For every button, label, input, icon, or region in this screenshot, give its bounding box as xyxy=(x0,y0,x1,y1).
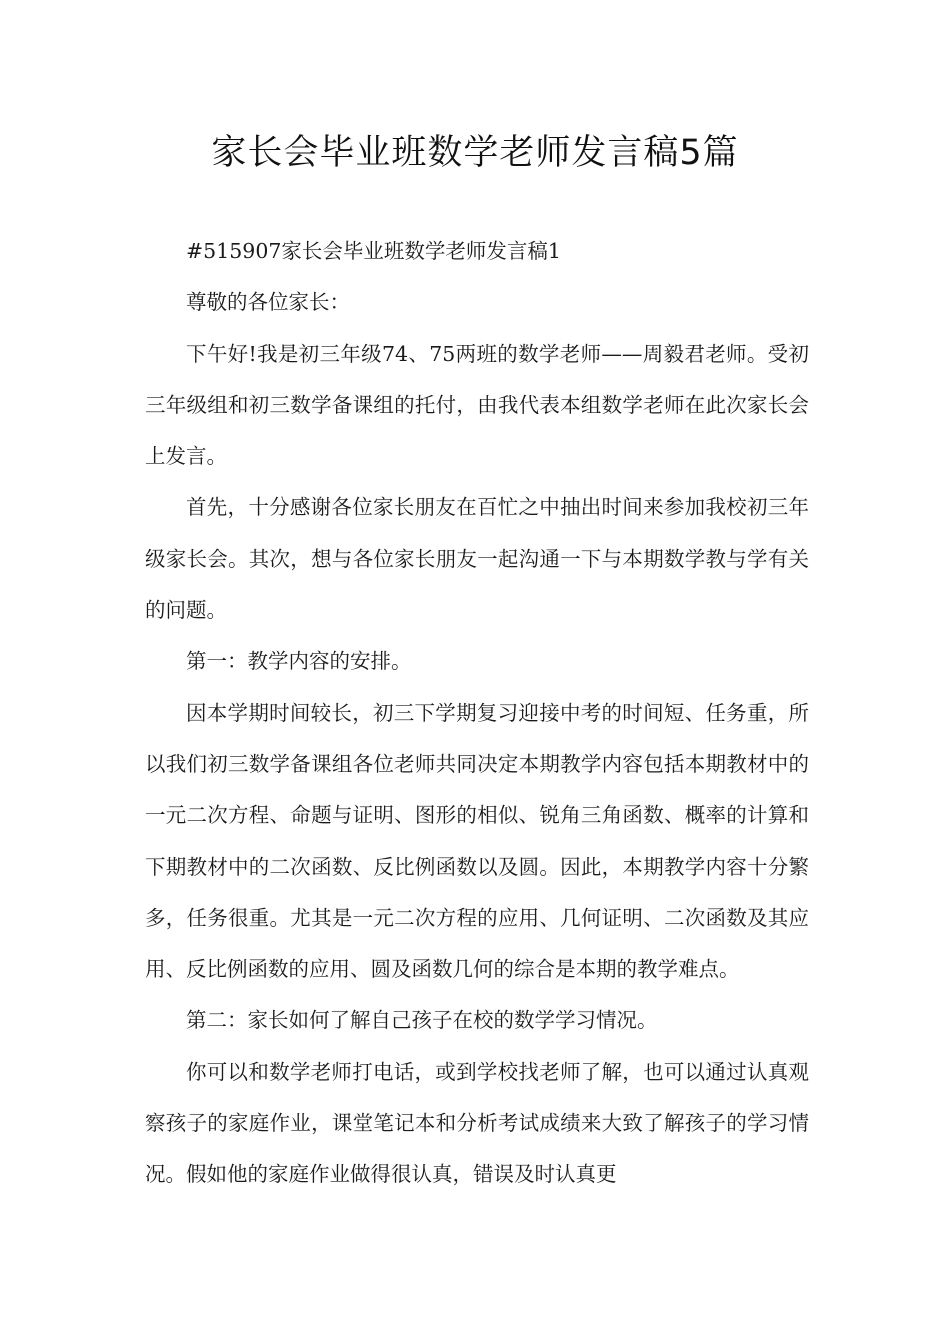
paragraph-thanks: 首先，十分感谢各位家长朋友在百忙之中抽出时间来参加我校初三年级家长会。其次，想与各位家长朋友一起沟通一下与本期数学教与学有关的问题。 xyxy=(145,495,809,623)
paragraph-section-1-body: 因本学期时间较长，初三下学期复习迎接中考的时间短、任务重，所以我们初三数学备课组各位老师共同决定本期教学内容包括本期教材中的一元二次方程、命题与证明、图形的相似、锐角三角函数、概率的计算和下期教材中的二次函数、反比例函数以及圆。因此，本期教学内容十分繁多，任务很重。尤其是一元二次方程的应用、几何证明、二次函数及其应用、反比例函数的应用、圆及函数几何的综合是本期的教学难点。 xyxy=(145,700,809,982)
paragraph-greeting: 下午好!我是初三年级74、75两班的数学老师——周毅君老师。受初三年级组和初三数学备课组的托付，由我代表本组数学老师在此次家长会上发言。 xyxy=(145,341,809,469)
paragraph-section-2-heading: 第二：家长如何了解自己孩子在校的数学学习情况。 xyxy=(186,1008,658,1033)
document-title: 家长会毕业班数学老师发言稿5篇 xyxy=(211,133,739,173)
paragraph-heading: #515907家长会毕业班数学老师发言稿1 xyxy=(186,239,561,263)
document-body xyxy=(145,226,809,1201)
paragraph-section-1-heading: 第一：教学内容的安排。 xyxy=(186,649,412,674)
paragraph-salutation: 尊敬的各位家长： xyxy=(186,290,350,315)
paragraph-section-2-body: 你可以和数学老师打电话，或到学校找老师了解，也可以通过认真观察孩子的家庭作业，课堂笔记本和分析考试成绩来大致了解孩子的学习情况。假如他的家庭作业做得很认真，错误及时认真更 xyxy=(145,1059,809,1187)
